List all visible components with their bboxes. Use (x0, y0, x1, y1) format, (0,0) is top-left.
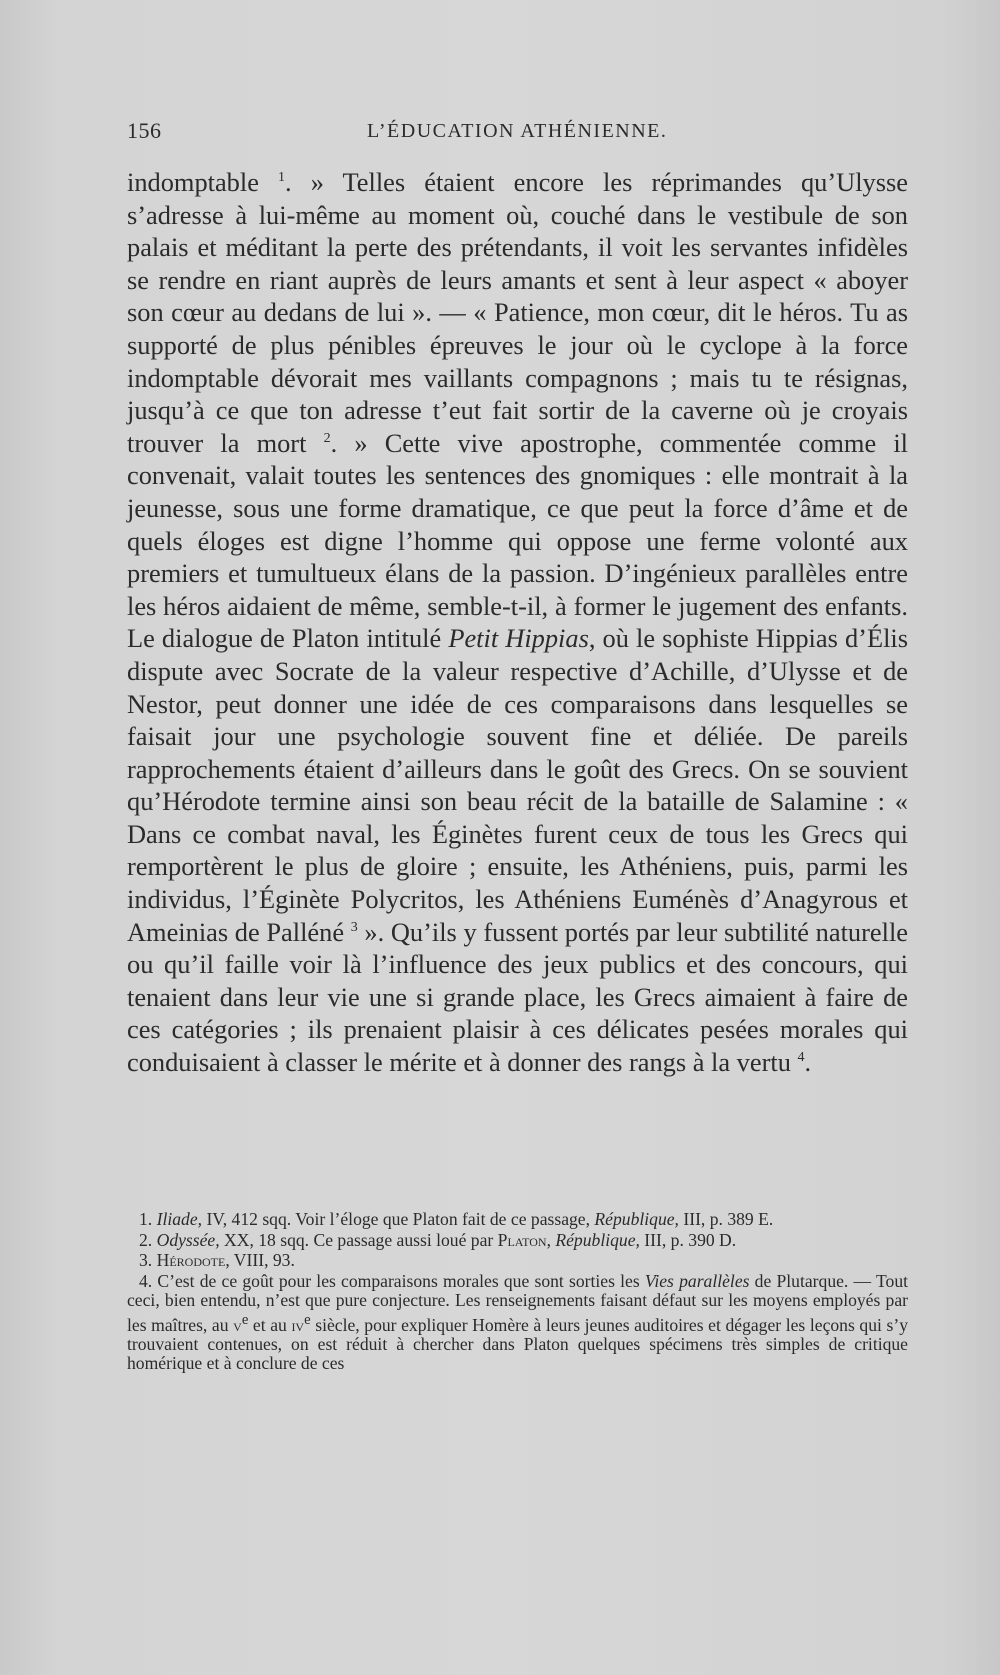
footnote-text: Iliade, (156, 1209, 203, 1229)
running-title: L’ÉDUCATION ATHÉNIENNE. (367, 120, 668, 142)
footnote-text: C’est de ce goût pour les comparaisons morales que sont sorties les (152, 1270, 645, 1291)
footnote-number: 2. (139, 1229, 153, 1250)
footnote-text: III, p. 389 E. (678, 1209, 774, 1229)
footnote-text: , VIII, 93. (225, 1250, 295, 1270)
page-header (127, 118, 683, 148)
footnote-marker: 4 (797, 1050, 805, 1066)
footnote-text: IV, 412 sqq. Voir l’éloge que Platon fait de ce passage, (202, 1209, 595, 1229)
footnote-marker: 3 (350, 919, 358, 935)
footnote-text: e (241, 1311, 249, 1328)
footnote-marker: 1 (278, 170, 286, 185)
text-run: ». Qu’ils y fussent portés par leur subtilité naturelle ou qu’il faille voir là l’influence des jeux publics et des concours, qui tenaient dans leur vie une si grande place, les Grecs aimaient à faire de ces catégories ; ils prenaient plaisir à ces délicates pesées morales qui conduisaient à classer le mérite et à donner des rangs à la vertu (127, 916, 908, 1078)
footnote-text: III, p. 390 D. (639, 1229, 737, 1250)
footnote-1 (127, 1210, 908, 1230)
footnote-number: 3. (139, 1250, 153, 1270)
footnote-number: 4. (139, 1270, 153, 1291)
footnote-text: Vies parallèles (644, 1270, 750, 1291)
book-title: Petit Hippias (448, 623, 589, 654)
text-run: indomptable (127, 167, 259, 197)
footnote-2: 2. Odyssée, XX, 18 sqq. Ce passage aussi loué par Platon, République, III, p. 390 D. (139, 1229, 737, 1250)
footnote-author: Hérodote (156, 1250, 226, 1270)
footnote-4 (127, 1272, 908, 1374)
footnotes (127, 1210, 908, 1375)
text-run: . » Cette vive apostrophe, commentée comme il convenait, valait toutes les sentences des gnomiques : elle montrait à la jeunesse, sous une forme dramatique, ce que peut la force d’âme et de quels éloges est digne l’homme qui oppose une ferme volonté aux premiers et tumultueux élans de la passion. D’ingénieux parallèles entre les héros aidaient de même, semble-t-il, à former le jugement des enfants. Le dialogue de Platon intitulé (127, 427, 908, 654)
text-run: , où le sophiste Hippias d’Élis dispute avec Socrate de la valeur respective d’Achille, d’Ulysse et de Nestor, peut donner une idée de ces comparaisons dans lesquelles se faisait jour une psychologie souvent fine et déliée. De pareils rapprochements étaient d’ailleurs dans le goût des Grecs. On se souvient qu’Hérodote termine ainsi son beau récit de la bataille de Salamine : « Dans ce combat naval, les Éginètes furent ceux de tous les Grecs qui remportèrent le plus de gloire ; ensuite, les Athéniens, puis, parmi les individus, l’Éginète Polycritos, les Athéniens Euménès d’Anagyrous et Ameinias de Palléné (127, 623, 908, 947)
text-run: . » Telles étaient encore les réprimandes qu’Ulysse s’adresse à lui-même au moment où, couché dans le vestibule de son palais et méditant la perte des prétendants, il voit les servantes infidèles se rendre en riant auprès de leurs amants et sent à leur aspect « aboyer son cœur au dedans de lui ». — « Patience, mon cœur, dit le héros. Tu as supporté de plus pénibles épreuves le jour où le cyclope à la force indomptable dévorait mes vaillants compagnons ; mais tu te résignas, jusqu’à ce que ton adresse t’eut fait sortir de la caverne où je croyais trouver la mort (127, 167, 908, 458)
footnote-3 (127, 1251, 908, 1271)
footnote-number: 1. (139, 1209, 153, 1229)
footnote-text: Odyssée, (156, 1229, 220, 1250)
footnote-marker: 2 (323, 430, 331, 446)
page-number: 156 (127, 118, 162, 143)
text-run: . (804, 1047, 812, 1078)
footnote-text: République, (594, 1209, 679, 1229)
paragraph (127, 166, 908, 1079)
footnote-author: Platon (497, 1229, 547, 1250)
footnote-text: e (304, 1311, 311, 1328)
footnote-text: République, (555, 1229, 640, 1250)
footnote-text: v (233, 1314, 242, 1335)
footnote-text: XX, 18 sqq. Ce passage aussi loué par (219, 1229, 498, 1250)
footnote-text: iv (291, 1314, 305, 1335)
footnote-text: et au (248, 1314, 292, 1335)
footnote-text: de Plutarque. — Tout ceci, bien entendu, n’est que pure conjecture. Les renseignements faisant défaut sur les moyens employés par les maîtres, au (127, 1270, 909, 1335)
footnote-text: siècle, pour expliquer Homère à leurs jeunes auditoires et dégager les leçons qui s’y trouvaient contenues, on est réduit à chercher dans Platon quelques spécimens très simples de critique homérique et à conclure de ces (127, 1314, 909, 1374)
main-text (127, 166, 908, 1079)
